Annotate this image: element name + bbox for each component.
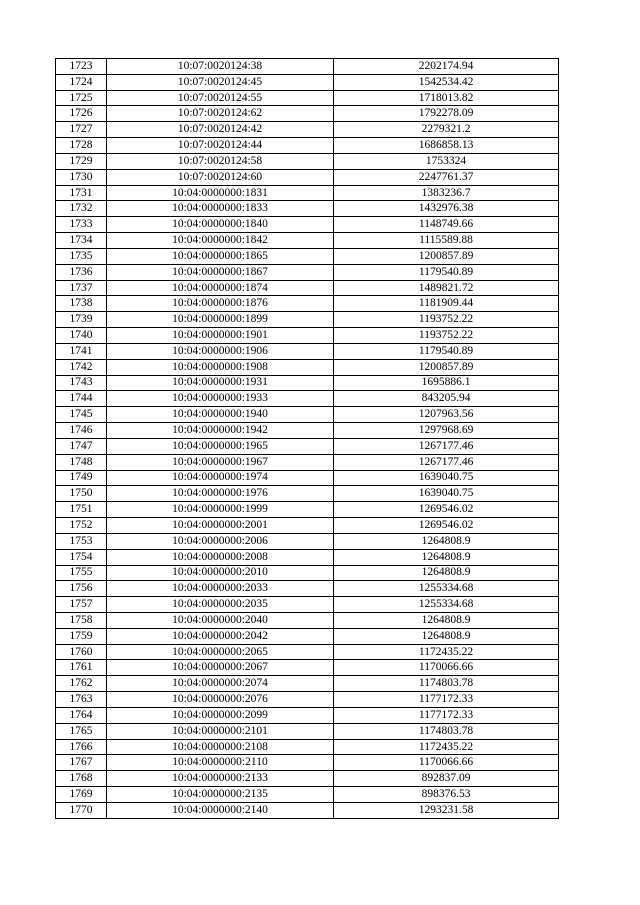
cadastral-number-cell: 10:04:0000000:2099 [107, 707, 334, 723]
cadastral-number-cell: 10:04:0000000:2001 [107, 518, 334, 534]
cadastral-number-cell: 10:07:0020124:42 [107, 122, 334, 138]
row-number-cell: 1765 [56, 723, 107, 739]
row-number-cell: 1725 [56, 90, 107, 106]
table-row [56, 375, 559, 391]
row-number-cell: 1743 [56, 375, 107, 391]
row-number-cell: 1748 [56, 454, 107, 470]
table-row [56, 74, 559, 90]
row-number-cell: 1756 [56, 581, 107, 597]
cadastral-number-cell: 10:04:0000000:2133 [107, 771, 334, 787]
table-row [56, 518, 559, 534]
table-row [56, 312, 559, 328]
value-cell: 1264808.9 [334, 533, 559, 549]
row-number-cell: 1726 [56, 106, 107, 122]
cadastral-number-cell: 10:04:0000000:1833 [107, 201, 334, 217]
value-cell: 1177172.33 [334, 707, 559, 723]
value-cell: 1115589.88 [334, 233, 559, 249]
row-number-cell: 1730 [56, 169, 107, 185]
value-cell: 1542534.42 [334, 74, 559, 90]
table-row [56, 296, 559, 312]
table-row [56, 549, 559, 565]
row-number-cell: 1763 [56, 692, 107, 708]
table-row [56, 723, 559, 739]
row-number-cell: 1745 [56, 407, 107, 423]
cadastral-number-cell: 10:04:0000000:2074 [107, 676, 334, 692]
value-cell: 1639040.75 [334, 470, 559, 486]
row-number-cell: 1764 [56, 707, 107, 723]
value-cell: 1264808.9 [334, 612, 559, 628]
row-number-cell: 1742 [56, 359, 107, 375]
value-cell: 1193752.22 [334, 312, 559, 328]
cadastral-number-cell: 10:04:0000000:2065 [107, 644, 334, 660]
row-number-cell: 1736 [56, 264, 107, 280]
value-cell: 1269546.02 [334, 518, 559, 534]
row-number-cell: 1754 [56, 549, 107, 565]
value-cell: 1718013.82 [334, 90, 559, 106]
value-cell: 1170066.66 [334, 755, 559, 771]
row-number-cell: 1768 [56, 771, 107, 787]
table-row [56, 153, 559, 169]
row-number-cell: 1723 [56, 59, 107, 75]
value-cell: 1432976.38 [334, 201, 559, 217]
table-row [56, 597, 559, 613]
value-cell: 1170066.66 [334, 660, 559, 676]
table-row [56, 407, 559, 423]
table-row [56, 739, 559, 755]
cadastral-number-cell: 10:04:0000000:1831 [107, 185, 334, 201]
table-row [56, 660, 559, 676]
cadastral-number-cell: 10:04:0000000:2067 [107, 660, 334, 676]
row-number-cell: 1744 [56, 391, 107, 407]
value-cell: 1200857.89 [334, 248, 559, 264]
row-number-cell: 1740 [56, 328, 107, 344]
value-cell: 1207963.56 [334, 407, 559, 423]
table-row [56, 423, 559, 439]
row-number-cell: 1760 [56, 644, 107, 660]
table-row [56, 692, 559, 708]
table-row [56, 612, 559, 628]
row-number-cell: 1753 [56, 533, 107, 549]
table-row [56, 201, 559, 217]
value-cell: 1148749.66 [334, 217, 559, 233]
cadastral-number-cell: 10:07:0020124:45 [107, 74, 334, 90]
cadastral-number-cell: 10:04:0000000:1840 [107, 217, 334, 233]
row-number-cell: 1755 [56, 565, 107, 581]
table-row [56, 787, 559, 803]
value-cell: 1172435.22 [334, 739, 559, 755]
value-cell: 1264808.9 [334, 565, 559, 581]
value-cell: 1383236.7 [334, 185, 559, 201]
cadastral-number-cell: 10:04:0000000:2008 [107, 549, 334, 565]
cadastral-number-cell: 10:07:0020124:60 [107, 169, 334, 185]
cadastral-number-cell: 10:04:0000000:1899 [107, 312, 334, 328]
table-row [56, 122, 559, 138]
table-row [56, 280, 559, 296]
row-number-cell: 1770 [56, 802, 107, 818]
table-row [56, 581, 559, 597]
table-row [56, 359, 559, 375]
row-number-cell: 1759 [56, 628, 107, 644]
value-cell: 1792278.09 [334, 106, 559, 122]
cadastral-number-cell: 10:04:0000000:2101 [107, 723, 334, 739]
row-number-cell: 1761 [56, 660, 107, 676]
table-row [56, 644, 559, 660]
cadastral-number-cell: 10:04:0000000:1865 [107, 248, 334, 264]
value-cell: 1686858.13 [334, 138, 559, 154]
value-cell: 1264808.9 [334, 549, 559, 565]
table-row [56, 486, 559, 502]
table-row [56, 802, 559, 818]
value-cell: 892837.09 [334, 771, 559, 787]
row-number-cell: 1734 [56, 233, 107, 249]
table-row [56, 454, 559, 470]
row-number-cell: 1752 [56, 518, 107, 534]
row-number-cell: 1739 [56, 312, 107, 328]
cadastral-number-cell: 10:04:0000000:1976 [107, 486, 334, 502]
value-cell: 1255334.68 [334, 581, 559, 597]
cadastral-number-cell: 10:04:0000000:2040 [107, 612, 334, 628]
table-row [56, 90, 559, 106]
value-cell: 1193752.22 [334, 328, 559, 344]
row-number-cell: 1757 [56, 597, 107, 613]
value-cell: 2279321.2 [334, 122, 559, 138]
table-body [56, 59, 559, 819]
table-row [56, 106, 559, 122]
table-row [56, 138, 559, 154]
row-number-cell: 1737 [56, 280, 107, 296]
table-row [56, 771, 559, 787]
value-cell: 843205.94 [334, 391, 559, 407]
cadastral-number-cell: 10:04:0000000:1931 [107, 375, 334, 391]
value-cell: 1297968.69 [334, 423, 559, 439]
table-row [56, 565, 559, 581]
table-row [56, 59, 559, 75]
cadastral-number-cell: 10:07:0020124:55 [107, 90, 334, 106]
cadastral-number-cell: 10:04:0000000:1974 [107, 470, 334, 486]
table-row [56, 707, 559, 723]
cadastral-number-cell: 10:04:0000000:1908 [107, 359, 334, 375]
cadastral-number-cell: 10:07:0020124:62 [107, 106, 334, 122]
cadastral-number-cell: 10:07:0020124:44 [107, 138, 334, 154]
cadastral-number-cell: 10:04:0000000:1842 [107, 233, 334, 249]
value-cell: 1293231.58 [334, 802, 559, 818]
row-number-cell: 1746 [56, 423, 107, 439]
row-number-cell: 1769 [56, 787, 107, 803]
value-cell: 1639040.75 [334, 486, 559, 502]
cadastral-number-cell: 10:04:0000000:1999 [107, 502, 334, 518]
value-cell: 1179540.89 [334, 343, 559, 359]
value-cell: 1200857.89 [334, 359, 559, 375]
table-row [56, 233, 559, 249]
cadastral-number-cell: 10:04:0000000:1940 [107, 407, 334, 423]
table-row [56, 185, 559, 201]
cadastral-number-cell: 10:04:0000000:1942 [107, 423, 334, 439]
value-cell: 1267177.46 [334, 438, 559, 454]
value-cell: 1174803.78 [334, 676, 559, 692]
cadastral-number-cell: 10:07:0020124:58 [107, 153, 334, 169]
cadastral-number-cell: 10:04:0000000:2033 [107, 581, 334, 597]
row-number-cell: 1735 [56, 248, 107, 264]
table-row [56, 438, 559, 454]
value-cell: 1267177.46 [334, 454, 559, 470]
cadastral-number-cell: 10:04:0000000:2140 [107, 802, 334, 818]
row-number-cell: 1762 [56, 676, 107, 692]
row-number-cell: 1766 [56, 739, 107, 755]
table-row [56, 217, 559, 233]
row-number-cell: 1733 [56, 217, 107, 233]
row-number-cell: 1750 [56, 486, 107, 502]
row-number-cell: 1731 [56, 185, 107, 201]
cadastral-number-cell: 10:04:0000000:1874 [107, 280, 334, 296]
row-number-cell: 1738 [56, 296, 107, 312]
cadastral-number-cell: 10:04:0000000:2006 [107, 533, 334, 549]
value-cell: 1753324 [334, 153, 559, 169]
table-row [56, 343, 559, 359]
table-row [56, 264, 559, 280]
value-cell: 1255334.68 [334, 597, 559, 613]
row-number-cell: 1741 [56, 343, 107, 359]
cadastral-number-cell: 10:04:0000000:2010 [107, 565, 334, 581]
row-number-cell: 1747 [56, 438, 107, 454]
table-row [56, 470, 559, 486]
table-row [56, 502, 559, 518]
value-cell: 1181909.44 [334, 296, 559, 312]
cadastral-number-cell: 10:04:0000000:1876 [107, 296, 334, 312]
cadastral-number-cell: 10:04:0000000:1867 [107, 264, 334, 280]
cadastral-number-cell: 10:04:0000000:2108 [107, 739, 334, 755]
cadastral-number-cell: 10:04:0000000:1906 [107, 343, 334, 359]
cadastral-number-cell: 10:04:0000000:2035 [107, 597, 334, 613]
row-number-cell: 1749 [56, 470, 107, 486]
value-cell: 1172435.22 [334, 644, 559, 660]
row-number-cell: 1724 [56, 74, 107, 90]
cadastral-number-cell: 10:04:0000000:2042 [107, 628, 334, 644]
value-cell: 1177172.33 [334, 692, 559, 708]
table-row [56, 391, 559, 407]
table-row [56, 628, 559, 644]
value-cell: 1489821.72 [334, 280, 559, 296]
value-cell: 2247761.37 [334, 169, 559, 185]
table-row [56, 676, 559, 692]
table-row [56, 328, 559, 344]
cadastral-number-cell: 10:04:0000000:1967 [107, 454, 334, 470]
cadastral-number-cell: 10:04:0000000:2110 [107, 755, 334, 771]
value-cell: 1179540.89 [334, 264, 559, 280]
table-row [56, 169, 559, 185]
row-number-cell: 1758 [56, 612, 107, 628]
value-cell: 898376.53 [334, 787, 559, 803]
cadastral-number-cell: 10:04:0000000:2076 [107, 692, 334, 708]
cadastral-number-cell: 10:07:0020124:38 [107, 59, 334, 75]
row-number-cell: 1728 [56, 138, 107, 154]
row-number-cell: 1732 [56, 201, 107, 217]
row-number-cell: 1727 [56, 122, 107, 138]
cadastral-number-cell: 10:04:0000000:1933 [107, 391, 334, 407]
table-row [56, 755, 559, 771]
table-row [56, 533, 559, 549]
row-number-cell: 1767 [56, 755, 107, 771]
row-number-cell: 1751 [56, 502, 107, 518]
cadastral-number-cell: 10:04:0000000:1901 [107, 328, 334, 344]
data-table [55, 58, 559, 819]
row-number-cell: 1729 [56, 153, 107, 169]
value-cell: 1264808.9 [334, 628, 559, 644]
cadastral-number-cell: 10:04:0000000:2135 [107, 787, 334, 803]
table-row [56, 248, 559, 264]
value-cell: 2202174.94 [334, 59, 559, 75]
value-cell: 1174803.78 [334, 723, 559, 739]
cadastral-number-cell: 10:04:0000000:1965 [107, 438, 334, 454]
value-cell: 1269546.02 [334, 502, 559, 518]
value-cell: 1695886.1 [334, 375, 559, 391]
